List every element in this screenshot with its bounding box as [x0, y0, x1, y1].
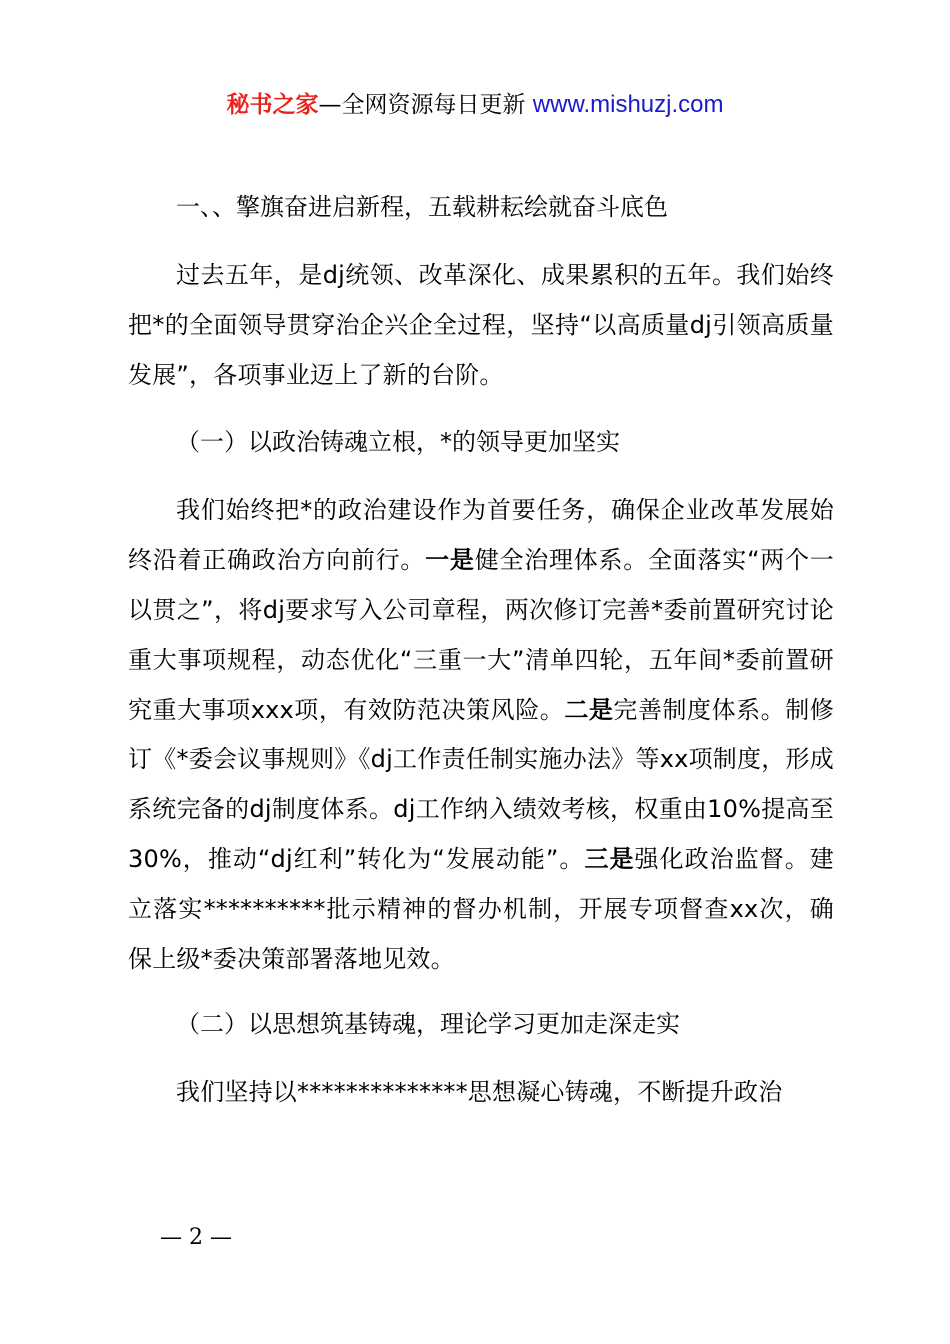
subsection-paragraph-2: 我们坚持以**************思想凝心铸魂，不断提升政治 — [176, 1078, 783, 1107]
section-heading-1: 一、、擎旗奋进启新程，五载耕耘绘就奋斗底色 — [176, 193, 668, 221]
point-text-3: 强化政治监督。建立落实**********批示精神的督办机制，开展专项督查xx次，确保上级*委决策部署落地见效。 — [128, 844, 834, 973]
site-header — [0, 88, 950, 122]
section-intro-paragraph: 过去五年，是dj统领、改革深化、成果累积的五年。我们始终把*的全面领导贯穿治企兴企全过程，坚持“以高质量dj引领高质量发展”，各项事业迈上了新的台阶。 — [128, 261, 834, 389]
point-text-2: 完善制度体系。制修订《*委会议事规则》《dj工作责任制实施办法》等xx项制度，形成系统完备的dj制度体系。dj工作纳入绩效考核，权重由10%提高至30%，推动“dj红利”转化为“发展动能”。 — [128, 695, 834, 873]
point-text-1: 健全治理体系。全面落实“两个一以贯之”，将dj要求写入公司章程，两次修订完善*委前置研究讨论重大事项规程，动态优化“三重一大”清单四轮，五年间*委前置研究重大事项xxx项，有效防范决策风险。 — [128, 546, 834, 724]
header-tagline: —全网资源每日更新 — [318, 92, 526, 118]
subsection-heading-1: （一）以政治铸魂立根，*的领导更加坚实 — [176, 428, 620, 457]
brand-name: 秘书之家 — [226, 92, 319, 118]
point-label-3: 三是 — [584, 844, 635, 873]
point-label-1: 一是 — [425, 546, 475, 575]
site-url-link[interactable]: www.mishuzj.com — [532, 91, 724, 118]
page-number: — 2 — — [160, 1225, 232, 1250]
paragraph-lead: 我们始终把*的政治建设作为首要任务，确保企业改革发展始终沿着正确政治方向前行。 — [128, 496, 834, 575]
subsection-heading-2: （二）以思想筑基铸魂，理论学习更加走深走实 — [176, 1010, 680, 1039]
point-label-2: 二是 — [564, 695, 614, 724]
subsection-paragraph-1 — [128, 486, 834, 984]
document-body — [128, 187, 834, 1118]
